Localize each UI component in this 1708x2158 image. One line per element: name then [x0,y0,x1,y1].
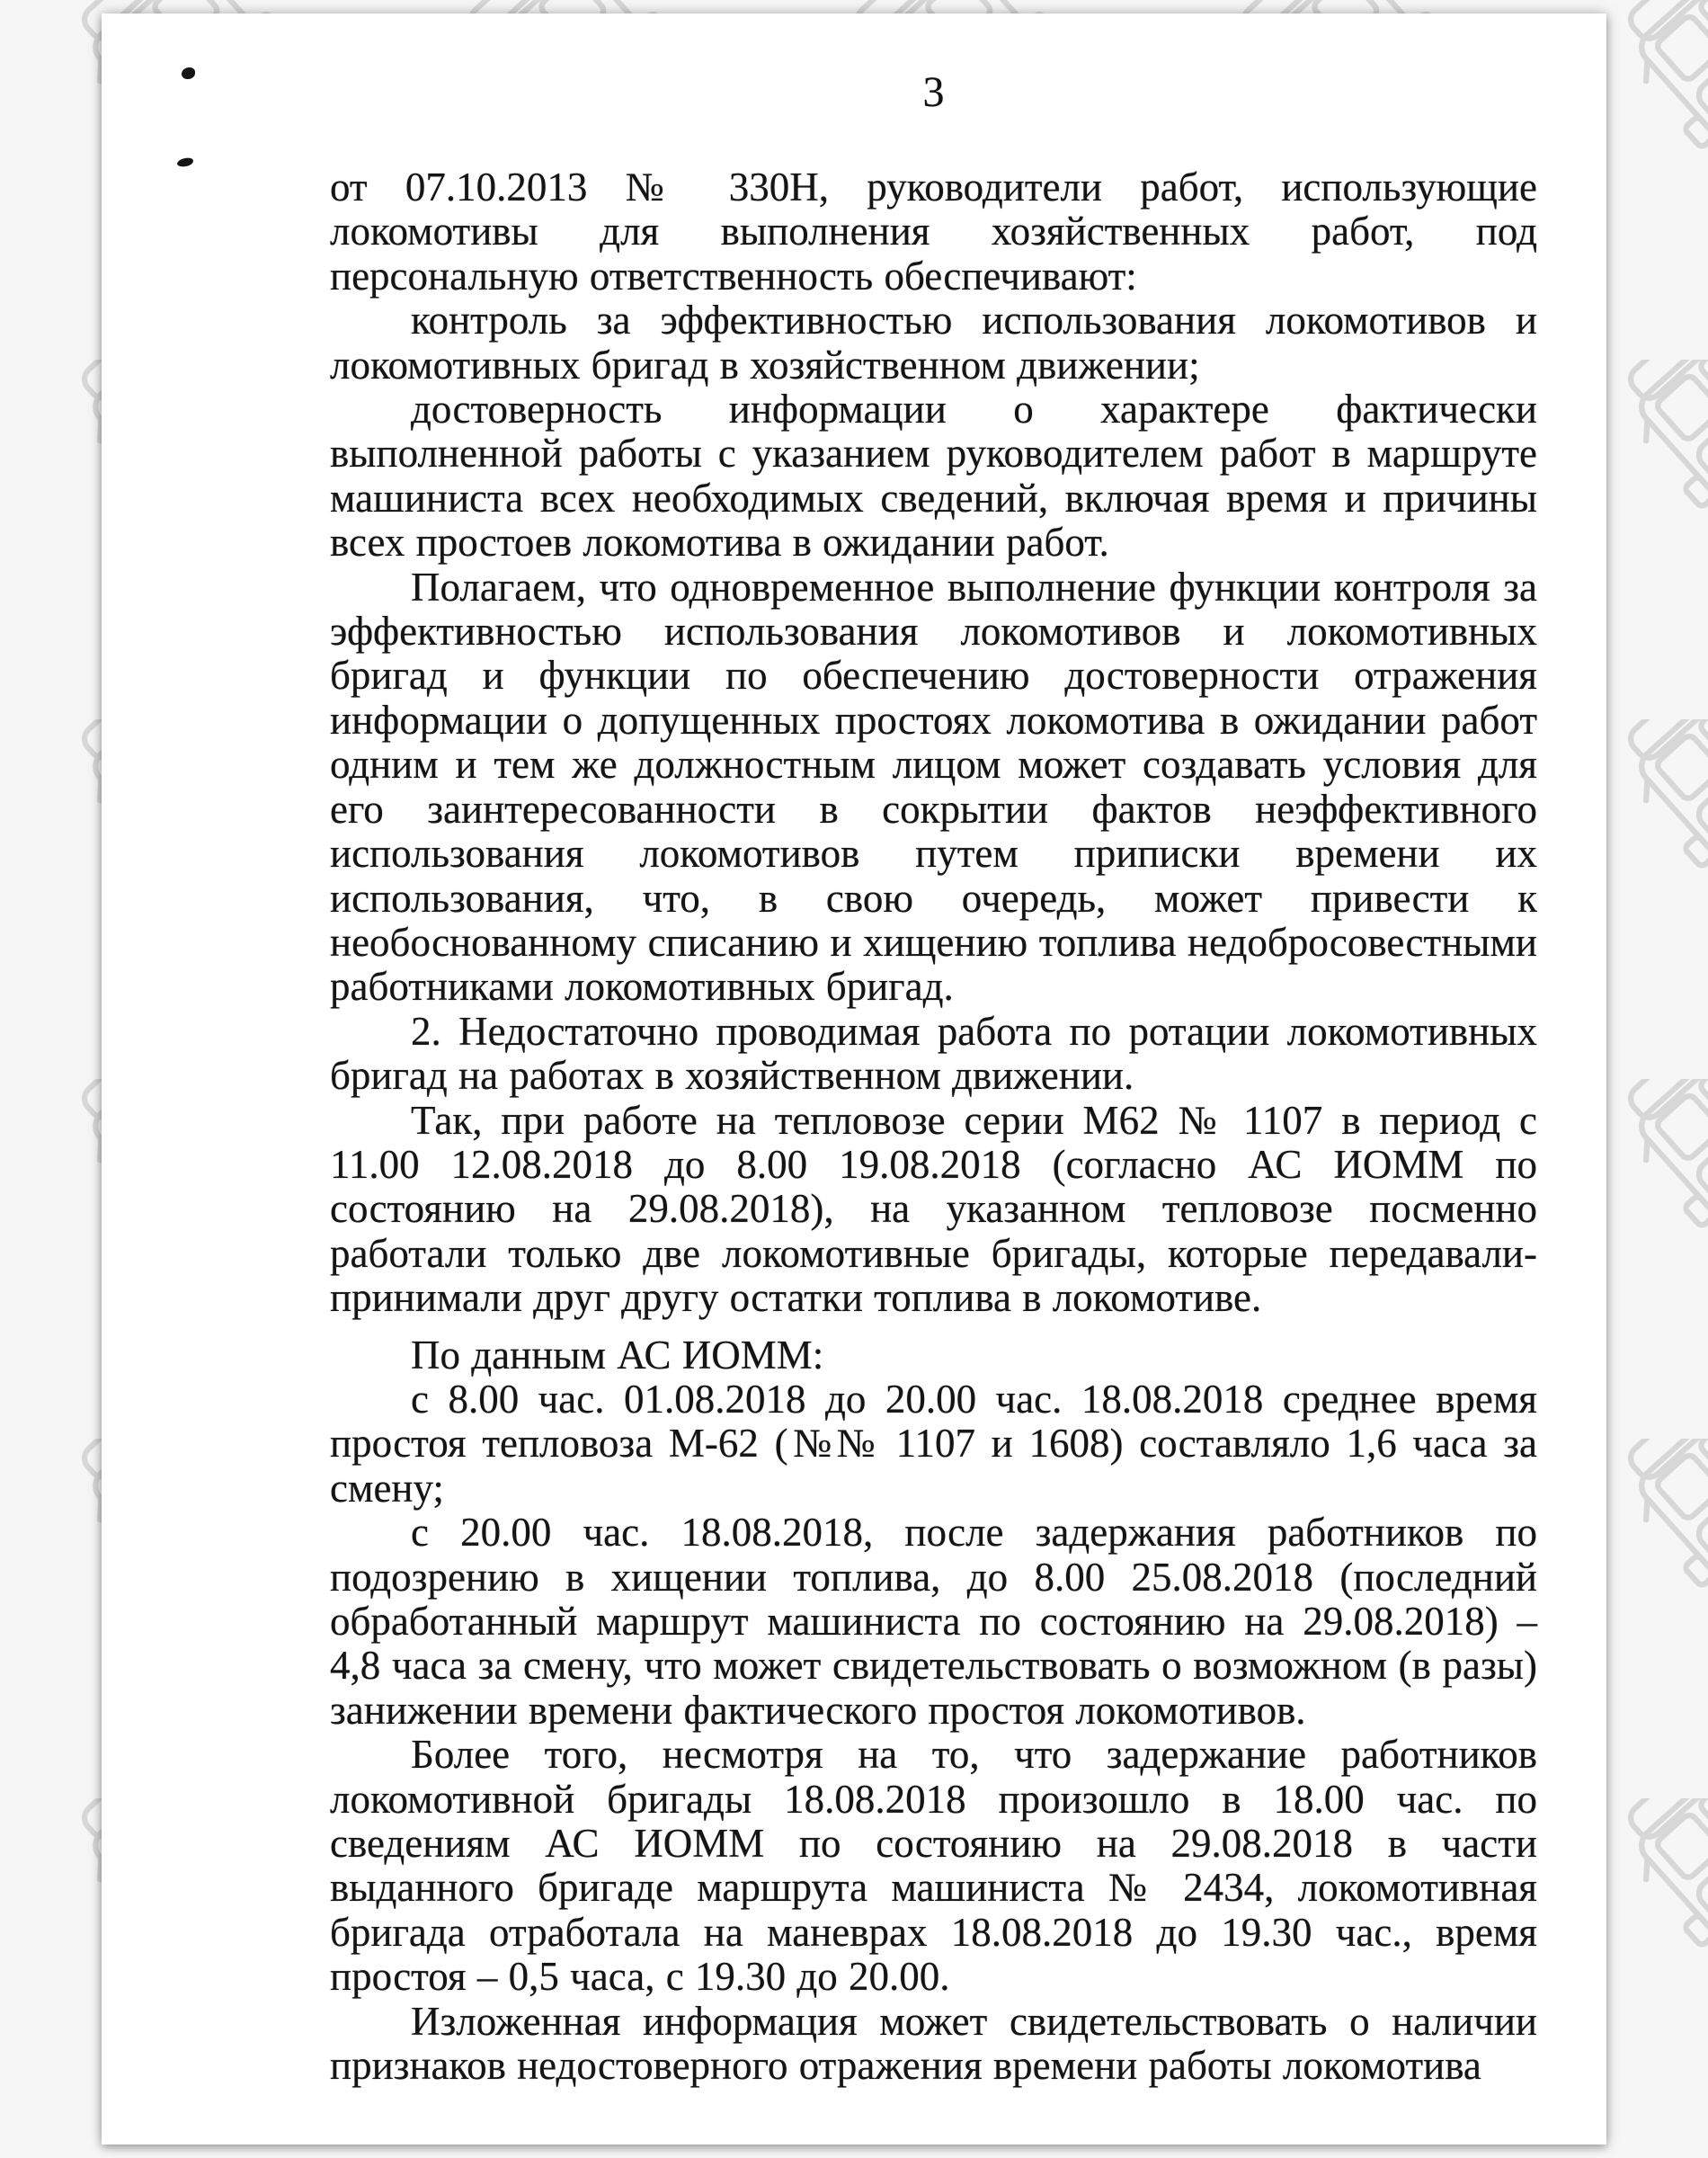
document-body [330,165,1537,2088]
paragraph: Так, при работе на тепловозе серии М62 № 1107 в период с 11.00 12.08.2018 до 8.00 19.08.2018 (согласно АС ИОММ по состоянию на 29.08.2018), на указанном тепловозе посменно работали только две локомотивные бригады, которые передавали-принимали друг другу остатки топлива в локомотиве. [330,1097,1537,1321]
paragraph: Изложенная информация может свидетельствовать о наличии признаков недостоверного отражения времени работы локомотива [330,1998,1537,2089]
paragraph: Более того, несмотря на то, что задержание работников локомотивной бригады 18.08.2018 произошло в 18.00 час. по сведениям АС ИОММ по состоянию на 29.08.2018 в части выданного бригаде маршрута машиниста № 2434, локомотивная бригада отработала на маневрах 18.08.2018 до 19.30 час., время простоя – 0,5 часа, с 19.30 до 20.00. [330,1732,1537,2000]
ink-speck [182,67,195,79]
paragraph: с 20.00 час. 18.08.2018, после задержания работников по подозрению в хищении топлива, до 8.00 25.08.2018 (последний обработанный маршрут машиниста по состоянию на 29.08.2018) – 4,8 часа за смену, что может свидетельствовать о возможном (в разы) занижении времени фактического простоя локомотивов. [330,1510,1537,1733]
ink-speck [176,157,193,167]
paragraph: достоверность информации о характере фактически выполненной работы с указанием руководителем работ в маршруте машиниста всех необходимых сведений, включая время и причины всех простоев локомотива в ожидании работ. [330,387,1537,566]
paragraph: По данным АС ИОММ: [411,1332,824,1378]
paragraph-continuation: от 07.10.2013 № 330Н, руководители работ, использующие локомотивы для выполнения хозяйственных работ, под персональную ответственность обеспечивают: [330,165,1537,299]
page-number: 3 [922,68,945,116]
document-page [102,13,1606,2145]
paragraph: контроль за эффективностью использования локомотивов и локомотивных бригад в хозяйственном движении; [330,298,1537,388]
paragraph: с 8.00 час. 01.08.2018 до 20.00 час. 18.08.2018 среднее время простоя тепловоза М-62 (№№ 1107 и 1608) составляло 1,6 часа за смену; [330,1376,1537,1511]
paragraph: Полагаем, что одновременное выполнение функции контроля за эффективностью использования локомотивов и локомотивных бригад и функции по обеспечению достоверности отражения информации о допущенных простоях локомотива в ожидании работ одним и тем же должностным лицом может создавать условия для его заинтересованности в сокрытии фактов неэффективного использования локомотивов путем приписки времени их использования, что, в свою очередь, может привести к необоснованному списанию и хищению топлива недобросовестными работниками локомотивных бригад. [330,564,1537,1010]
paragraph-item-2: 2. Недостаточно проводимая работа по ротации локомотивных бригад на работах в хозяйственном движении. [330,1008,1537,1099]
